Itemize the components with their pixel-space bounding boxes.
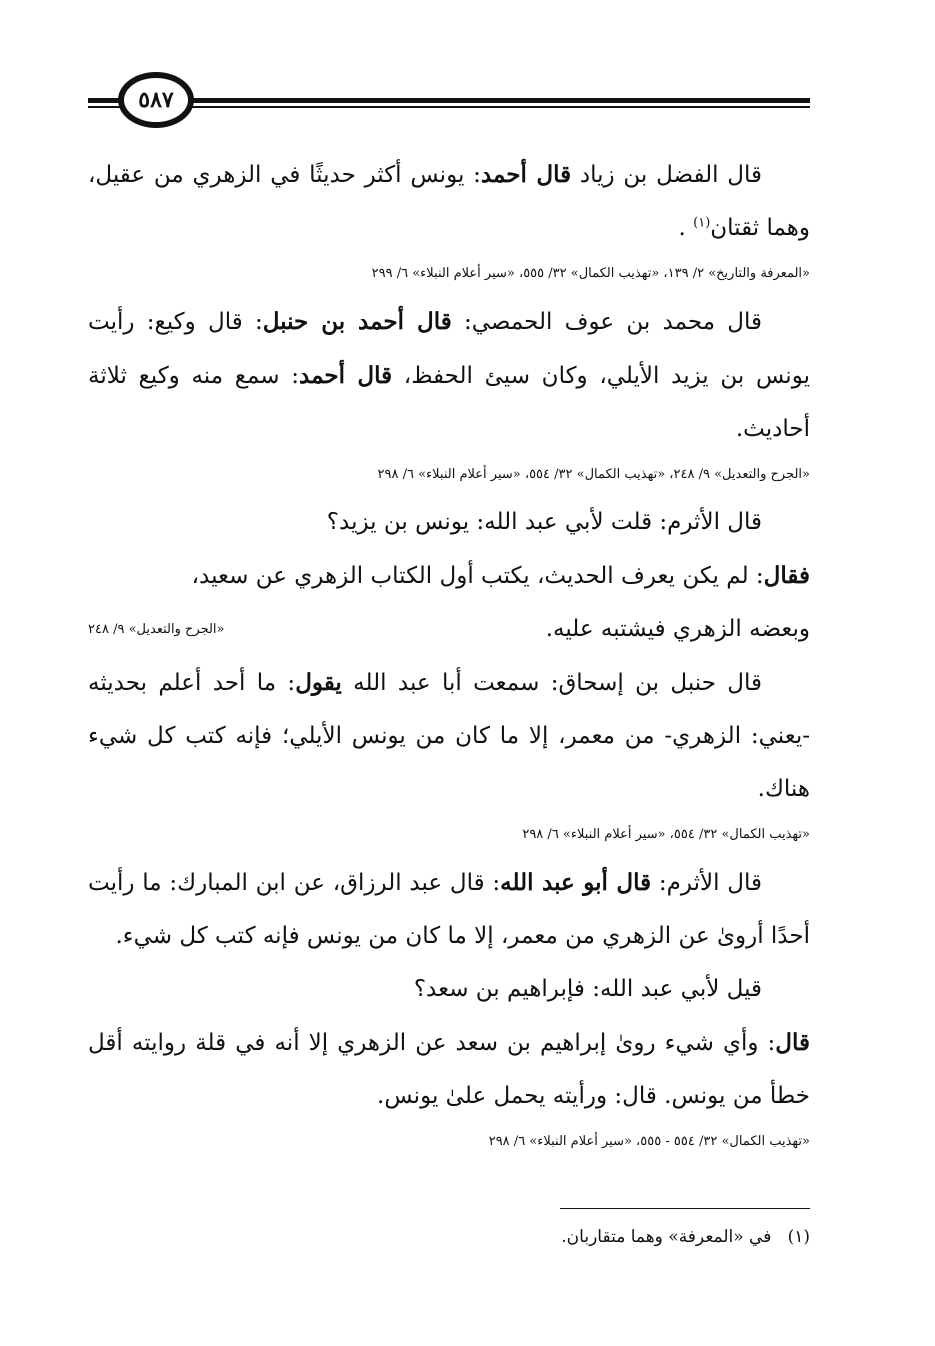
- text: : قال عبد الرزاق، عن ابن المبارك: ما رأيت أحدًا أروىٰ عن الزهري من معمر، إلا ما كان من يونس فإنه كتب كل شيء.: [88, 870, 810, 949]
- source-citation-3: «الجرح والتعديل» ٩/ ٢٤٨: [88, 622, 225, 637]
- page-number: [118, 72, 194, 128]
- paragraph-1: [88, 148, 810, 255]
- bold-text: قال أحمد: [480, 161, 572, 188]
- header-rule-thin: [88, 106, 810, 108]
- source-citation-2: «الجرح والتعديل» ٩/ ٢٤٨، «تهذيب الكمال» ٣٢/ ٥٥٤، «سير أعلام النبلاء» ٦/ ٢٩٨: [377, 467, 810, 482]
- bold-text: يقول: [295, 669, 342, 696]
- bold-text: فقال: [763, 562, 810, 589]
- paragraph-3-answer: [88, 549, 810, 603]
- text: : قال وكيع: رأيت يونس بن يزيد الأيلي، وكان سيئ الحفظ،: [88, 309, 810, 389]
- bold-text: قال أحمد: [299, 362, 393, 389]
- source-citation-5: «تهذيب الكمال» ٣٢/ ٥٥٤ - ٥٥٥، «سير أعلام النبلاء» ٦/ ٢٩٨: [488, 1134, 810, 1149]
- paragraph-3-end: [88, 603, 810, 656]
- source-citation-1: «المعرفة والتاريخ» ٢/ ١٣٩، «تهذيب الكمال» ٣٢/ ٥٥٥، «سير أعلام النبلاء» ٦/ ٢٩٩: [371, 266, 810, 281]
- bold-text: قال أحمد بن حنبل: [262, 308, 452, 335]
- footnote: [88, 1225, 810, 1249]
- main-text: [88, 148, 810, 1163]
- paragraph-4: [88, 656, 810, 816]
- paragraph-2: [88, 295, 810, 456]
- text: .: [678, 215, 694, 241]
- paragraph-3-question: قال الأثرم: قلت لأبي عبد الله: يونس بن يزيد؟: [326, 509, 762, 535]
- text: : يونس أكثر حديثًا في الزهري من عقيل، وهما ثقتان: [88, 162, 810, 241]
- footnote-mark: (١): [787, 1227, 810, 1247]
- text: قال الأثرم:: [651, 870, 762, 896]
- paragraph-5-question: قيل لأبي عبد الله: فإبراهيم بن سعد؟: [413, 976, 762, 1002]
- page-header: [88, 70, 810, 130]
- source-citation-4: «تهذيب الكمال» ٣٢/ ٥٥٤، «سير أعلام النبلاء» ٦/ ٢٩٨: [522, 827, 810, 842]
- footnote-ref[interactable]: (١): [693, 215, 711, 231]
- header-rule-thick: [88, 98, 810, 103]
- text: قال محمد بن عوف الحمصي:: [451, 309, 763, 335]
- bold-text: قال: [775, 1029, 810, 1056]
- text: وبعضه الزهري فيشتبه عليه.: [545, 616, 810, 642]
- text: : لم يكن يعرف الحديث، يكتب أول الكتاب الزهري عن سعيد،: [191, 563, 764, 589]
- page-number-text: ٥٨٧: [138, 87, 174, 113]
- text: قال الفضل بن زياد: [571, 162, 762, 188]
- text: : ما أحد أعلم بحديثه -يعني: الزهري- من معمر، إلا ما كان من يونس الأيلي؛ فإنه كتب كل شيء هناك.: [88, 670, 810, 802]
- footnote-separator: [560, 1208, 810, 1209]
- footnote-text: في «المعرفة» وهما متقاربان.: [561, 1227, 772, 1247]
- text: : وأي شيء روىٰ إبراهيم بن سعد عن الزهري إلا أنه في قلة روايته أقل خطأ من يونس. قال: ورأيته يحمل علىٰ يونس.: [88, 1030, 810, 1109]
- text: قال حنبل بن إسحاق: سمعت أبا عبد الله: [341, 670, 762, 696]
- text: : سمع منه وكيع ثلاثة أحاديث.: [88, 363, 810, 442]
- paragraph-5-answer: [88, 1016, 810, 1123]
- bold-text: قال أبو عبد الله: [500, 869, 652, 896]
- paragraph-5: [88, 856, 810, 963]
